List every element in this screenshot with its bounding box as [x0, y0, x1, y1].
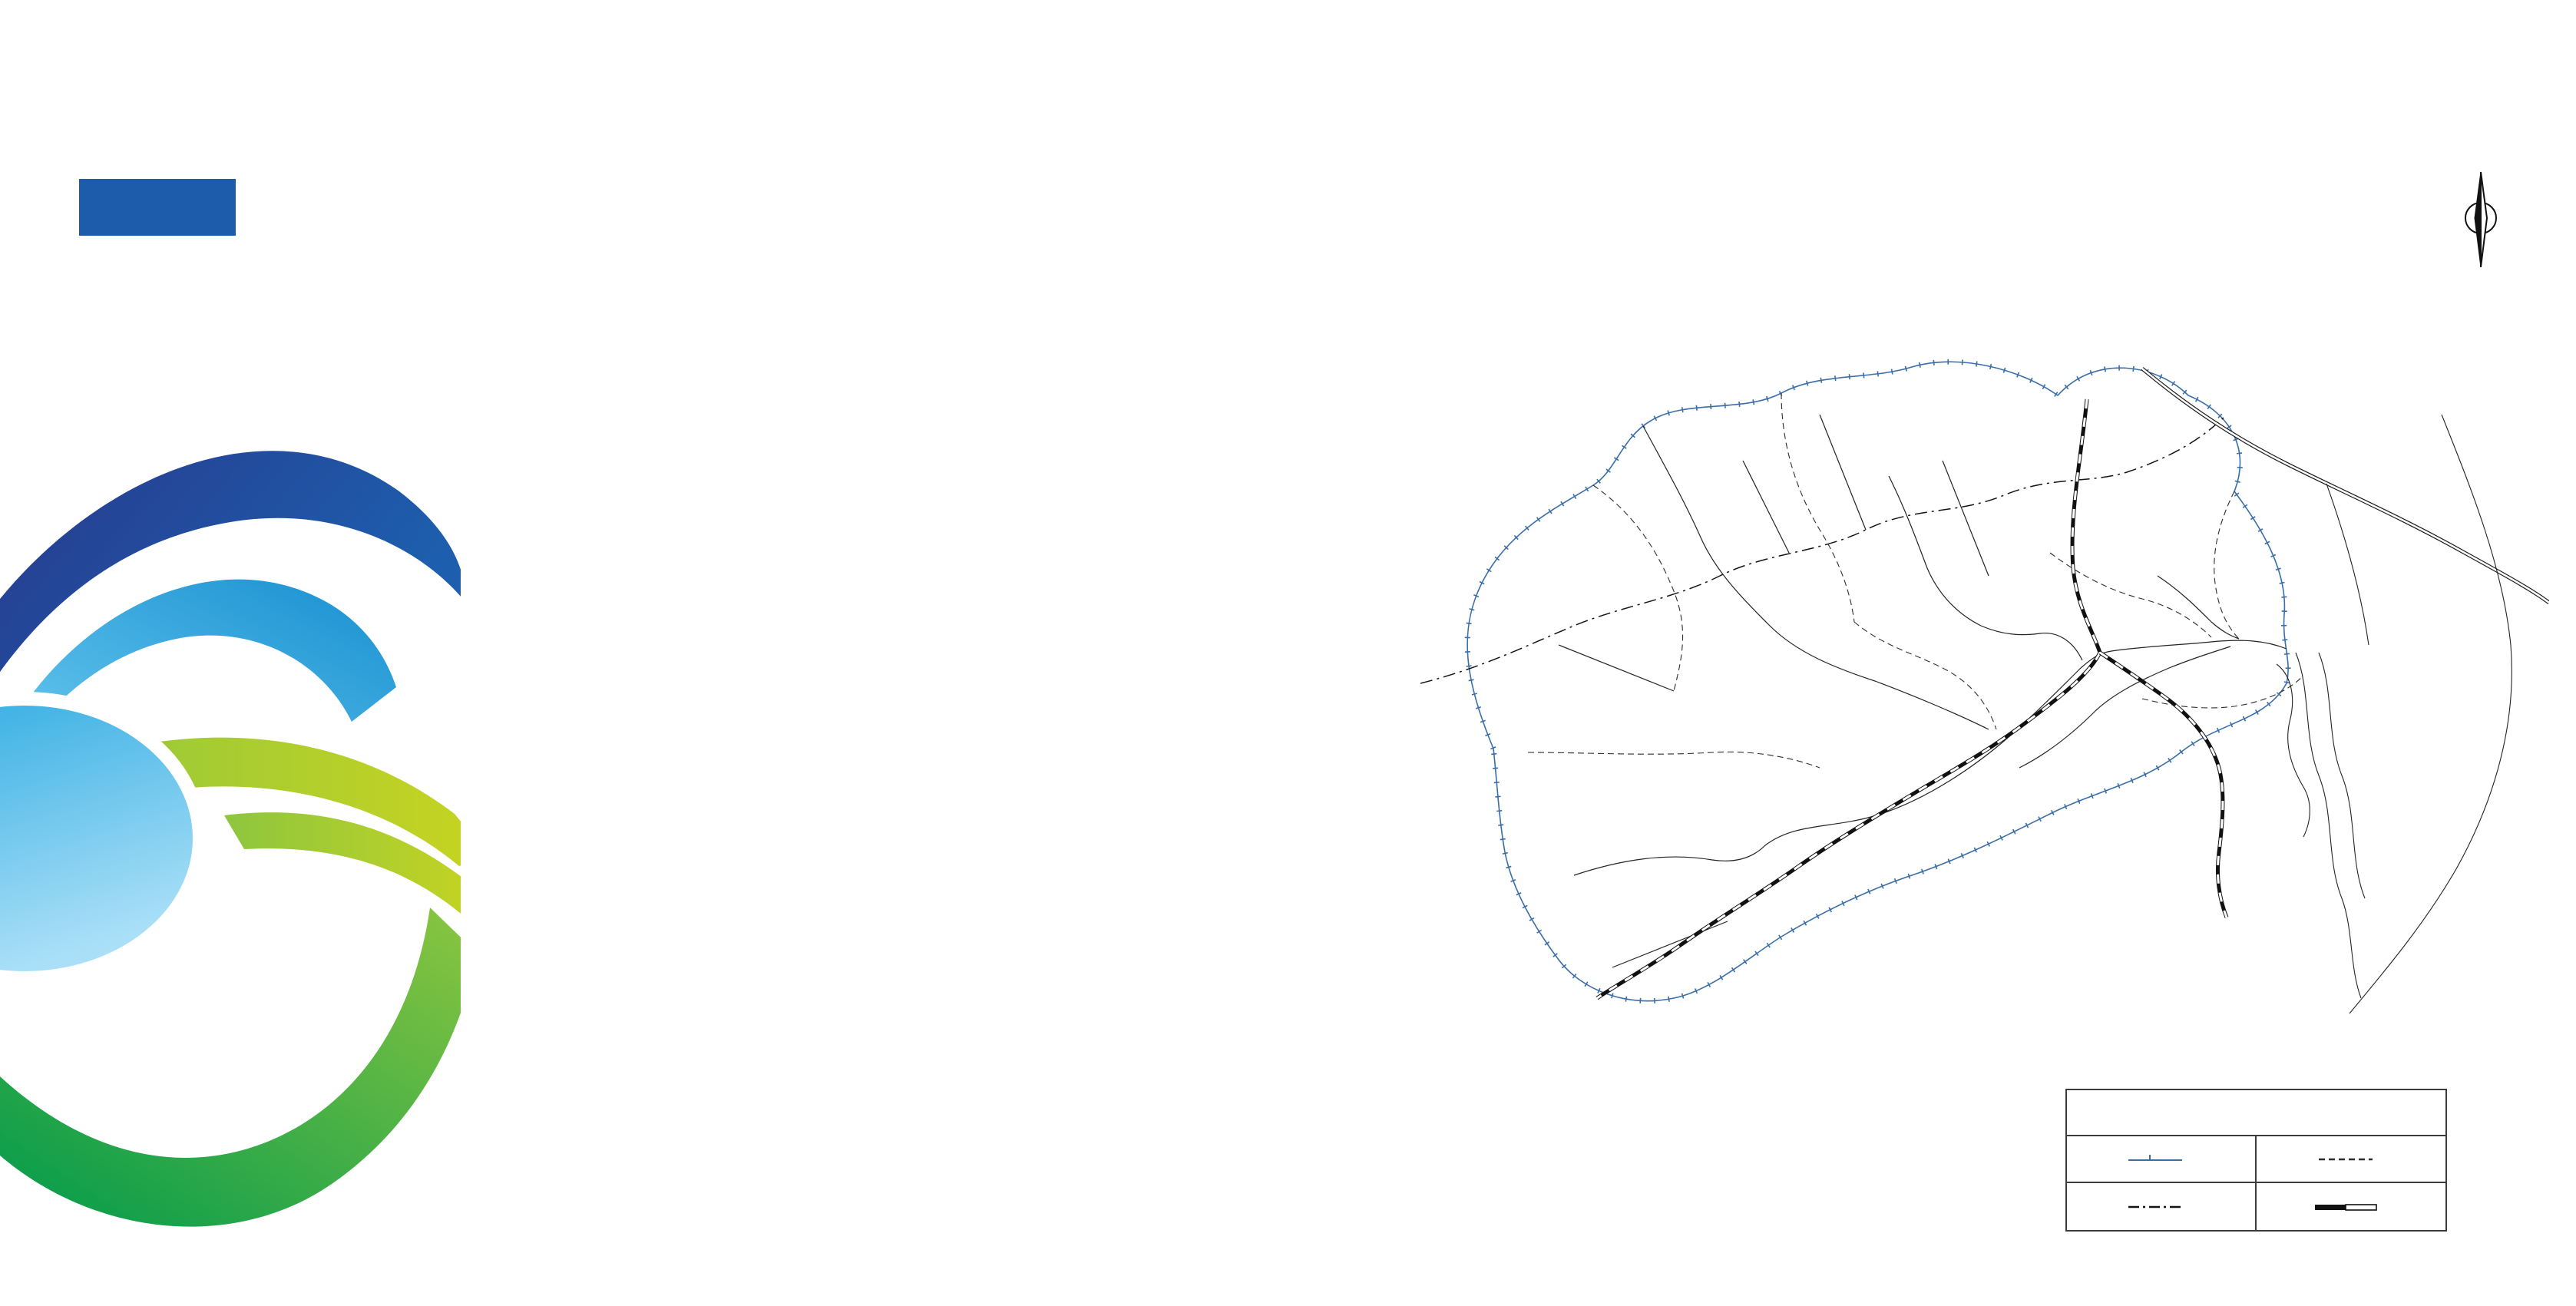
river-lines	[1559, 415, 2287, 967]
left-page-header	[77, 66, 98, 84]
legend-item-basin	[2067, 1136, 2257, 1183]
legend-item-province	[2067, 1183, 2257, 1230]
company-logo	[0, 415, 461, 1267]
railway-lines	[1597, 399, 2227, 998]
county-boundary-lines	[1528, 393, 2303, 768]
legend-title	[2067, 1090, 2445, 1136]
yangtze-river-line	[2142, 369, 2549, 603]
railway-symbol	[2313, 1201, 2378, 1213]
compass	[2454, 170, 2508, 293]
province-boundary-line	[1420, 415, 2227, 683]
logo-arc-navy	[0, 451, 461, 672]
legend-grid	[2067, 1136, 2445, 1230]
basin-boundary-line	[1467, 362, 2288, 1000]
basin-introduction-text	[613, 421, 1112, 456]
compass-needle-icon	[2458, 170, 2504, 270]
section-title-box	[79, 179, 236, 236]
map-linework	[1420, 322, 2549, 1021]
right-page-header	[2475, 66, 2496, 84]
map-legend	[2065, 1089, 2447, 1232]
county-line-symbol	[2317, 1153, 2374, 1165]
province-line-symbol	[2127, 1201, 2184, 1213]
legend-item-county	[2257, 1136, 2446, 1183]
legend-item-railway	[2257, 1183, 2446, 1230]
basin-line-symbol	[2127, 1153, 2184, 1165]
lake-channel-lines	[2277, 415, 2512, 1013]
basin-map	[1420, 322, 2549, 1021]
